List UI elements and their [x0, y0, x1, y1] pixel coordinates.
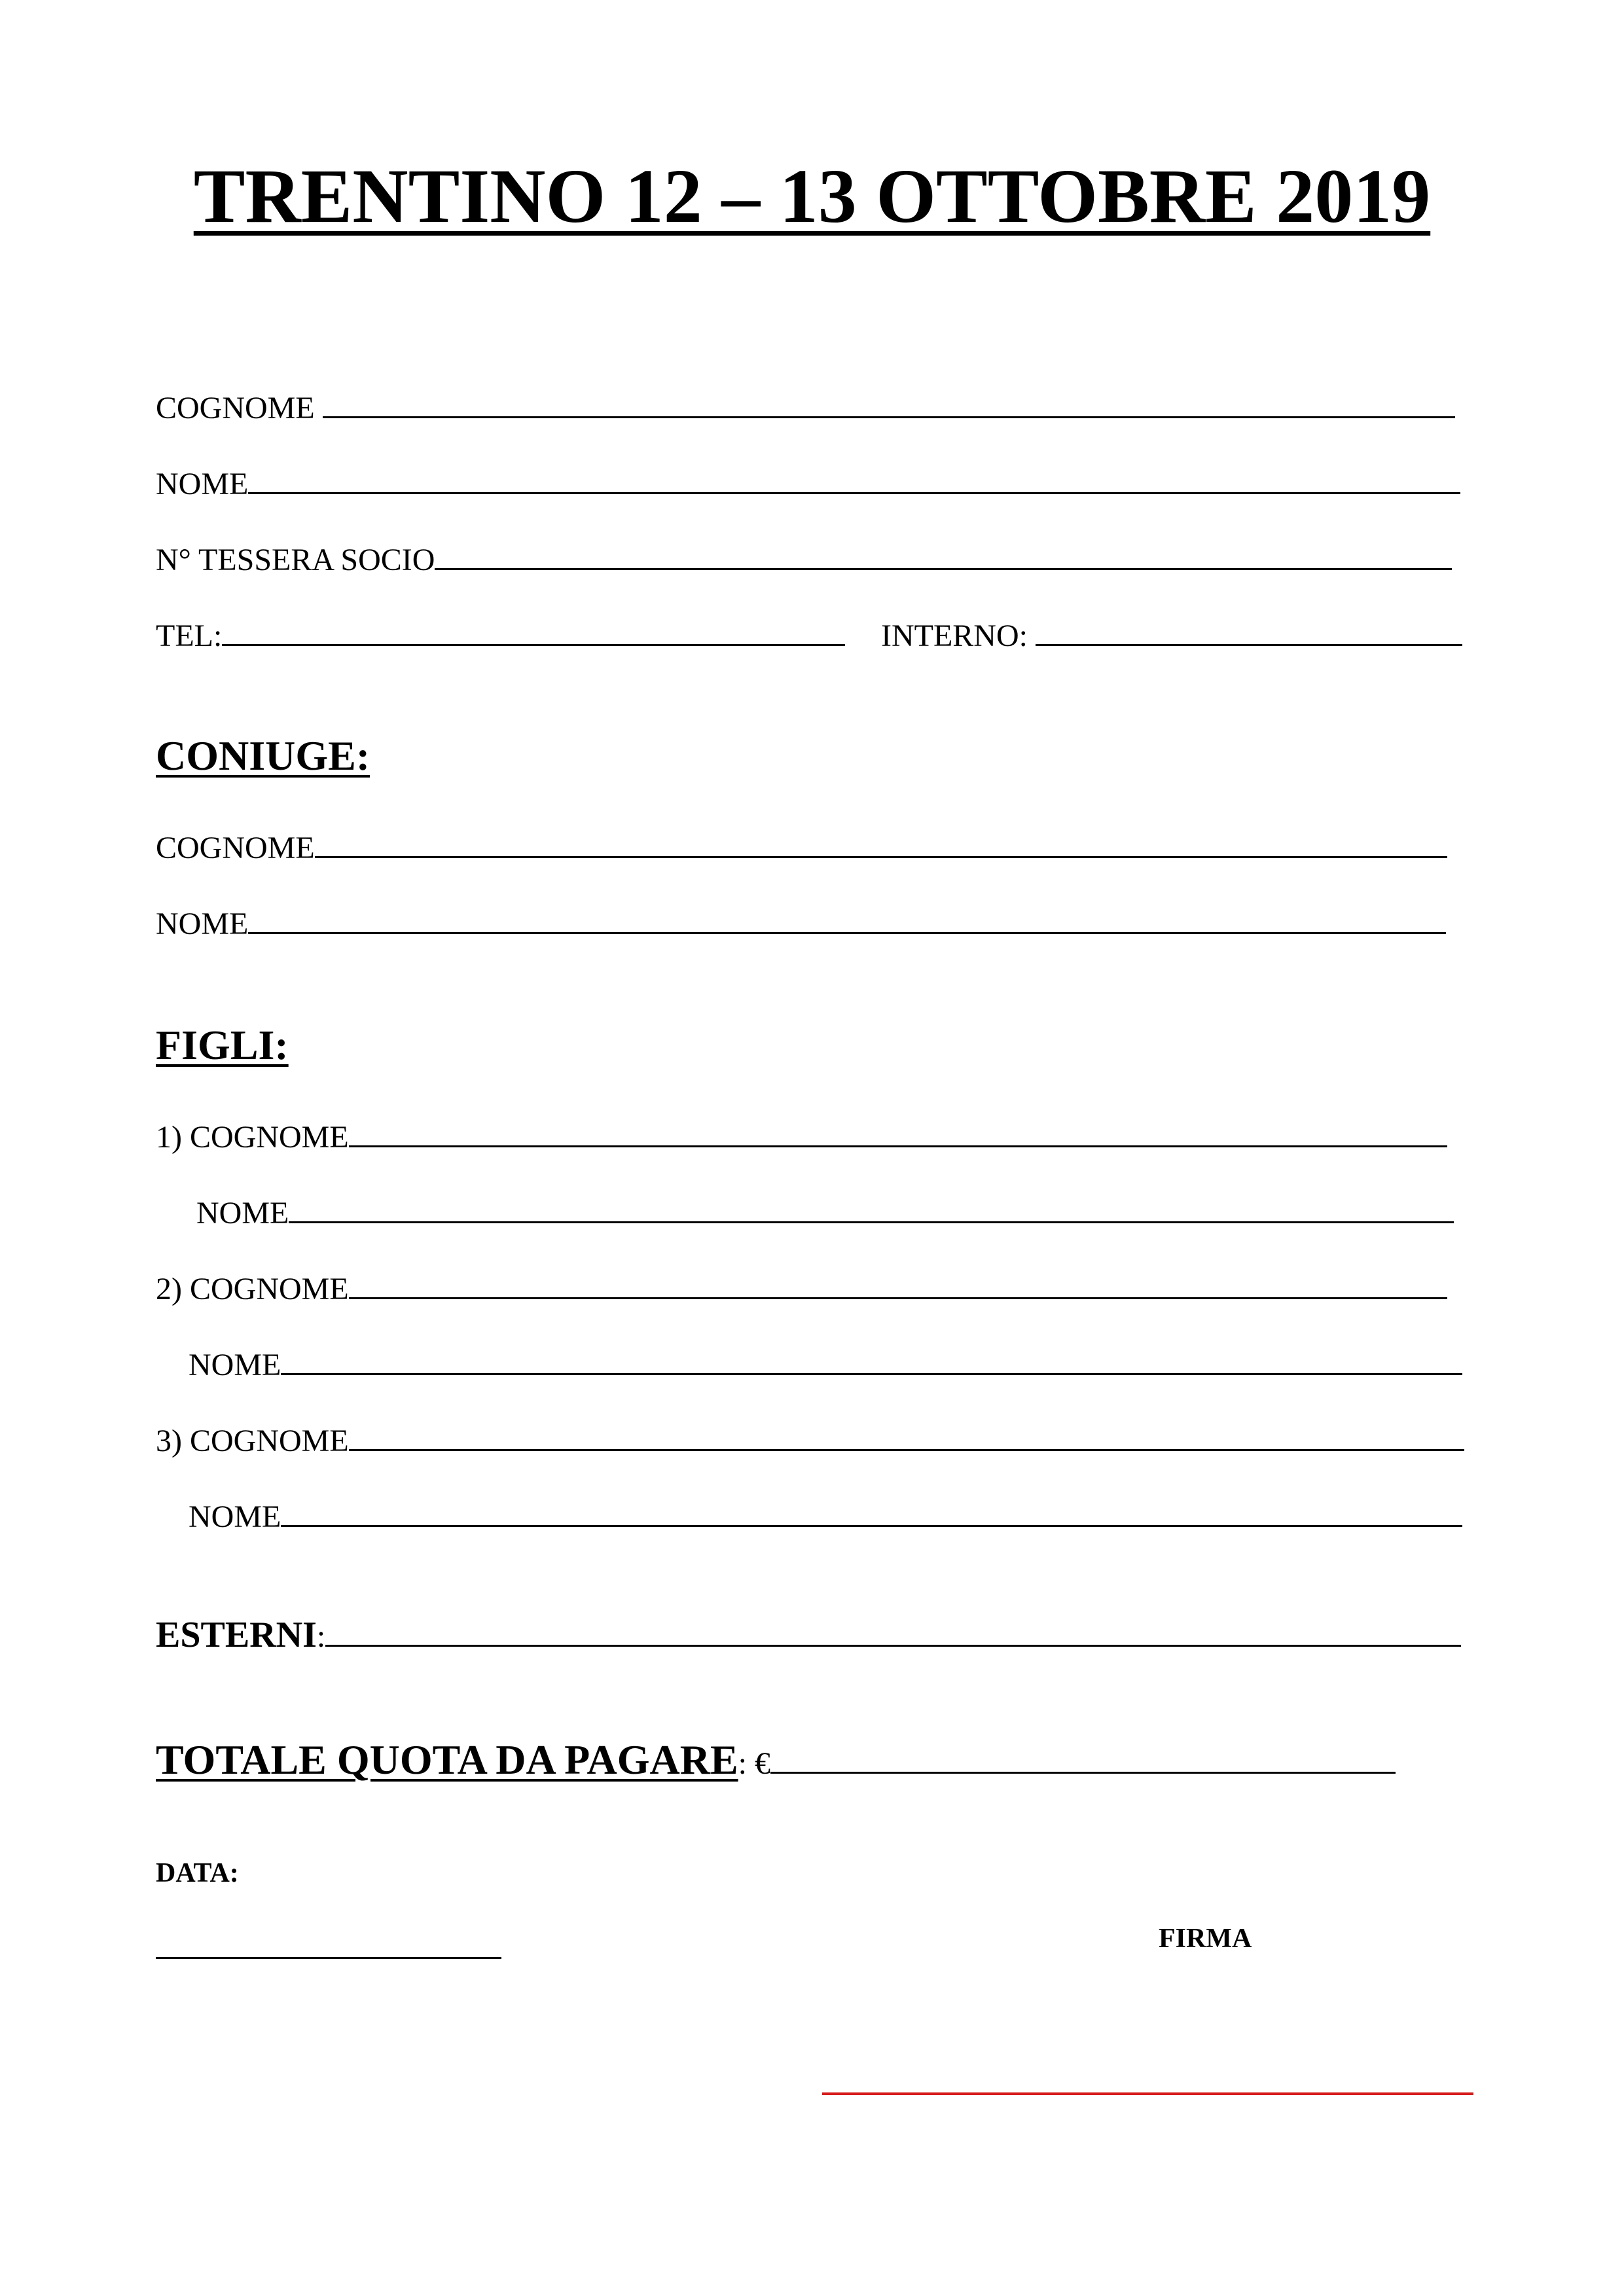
nome-field[interactable]: [156, 466, 1460, 502]
esterni-label: ESTERNI: [156, 1615, 317, 1655]
figlio-3-nome-input-line[interactable]: [281, 1525, 1462, 1527]
coniuge-cognome-label: COGNOME: [156, 831, 315, 865]
nome-input-line[interactable]: [248, 492, 1460, 494]
figlio-3-cognome-field[interactable]: [156, 1423, 1464, 1459]
firma-label: FIRMA: [1159, 1924, 1252, 1954]
data-label: DATA:: [156, 1858, 239, 1888]
figlio-2-cognome-field[interactable]: [156, 1271, 1447, 1307]
figlio-2-cognome-label: 2) COGNOME: [156, 1272, 349, 1306]
figlio-1-nome-label: NOME: [196, 1196, 289, 1230]
tessera-input-line[interactable]: [435, 568, 1452, 570]
esterni-input-line[interactable]: [325, 1645, 1461, 1647]
tessera-field[interactable]: [156, 542, 1452, 578]
figlio-3-cognome-input-line[interactable]: [349, 1449, 1464, 1451]
tel-field[interactable]: [156, 618, 845, 654]
interno-label: INTERNO:: [881, 619, 1036, 653]
tessera-label: N° TESSERA SOCIO: [156, 543, 435, 577]
totale-suffix: : €: [738, 1746, 770, 1781]
tel-label: TEL:: [156, 619, 223, 653]
figlio-3-nome-field[interactable]: [189, 1499, 1462, 1535]
cognome-label: COGNOME: [156, 391, 323, 425]
coniuge-nome-label: NOME: [156, 906, 249, 941]
figlio-1-nome-input-line[interactable]: [289, 1221, 1454, 1223]
figlio-2-cognome-input-line[interactable]: [349, 1297, 1447, 1299]
figlio-3-nome-label: NOME: [189, 1499, 281, 1534]
totale-input-line[interactable]: [770, 1772, 1396, 1774]
figlio-1-nome-field[interactable]: [196, 1195, 1454, 1231]
figlio-2-nome-label: NOME: [189, 1348, 281, 1382]
figlio-2-nome-input-line[interactable]: [281, 1373, 1462, 1375]
esterni-suffix: :: [316, 1619, 326, 1654]
figli-heading: FIGLI:: [156, 1022, 289, 1068]
nome-label: NOME: [156, 467, 249, 501]
data-input-line[interactable]: [156, 1957, 501, 1959]
coniuge-nome-input-line[interactable]: [248, 932, 1446, 934]
coniuge-cognome-field[interactable]: [156, 830, 1447, 866]
figlio-1-cognome-input-line[interactable]: [349, 1145, 1447, 1147]
figlio-2-nome-field[interactable]: [189, 1347, 1462, 1383]
interno-field[interactable]: [881, 618, 1462, 654]
coniuge-cognome-input-line[interactable]: [315, 856, 1447, 858]
totale-field[interactable]: [156, 1736, 1396, 1784]
firma-signature-line[interactable]: [822, 2092, 1473, 2095]
figlio-1-cognome-label: 1) COGNOME: [156, 1120, 349, 1155]
page-title: TRENTINO 12 – 13 OTTOBRE 2019: [193, 153, 1431, 239]
coniuge-heading: CONIUGE:: [156, 732, 370, 779]
figlio-3-cognome-label: 3) COGNOME: [156, 1424, 349, 1458]
cognome-input-line[interactable]: [323, 416, 1455, 418]
tel-input-line[interactable]: [222, 644, 845, 646]
interno-input-line[interactable]: [1036, 644, 1462, 646]
figlio-1-cognome-field[interactable]: [156, 1119, 1447, 1155]
coniuge-nome-field[interactable]: [156, 906, 1446, 942]
totale-label: TOTALE QUOTA DA PAGARE: [156, 1736, 738, 1783]
esterni-field[interactable]: [156, 1614, 1461, 1656]
cognome-field[interactable]: [156, 390, 1455, 426]
